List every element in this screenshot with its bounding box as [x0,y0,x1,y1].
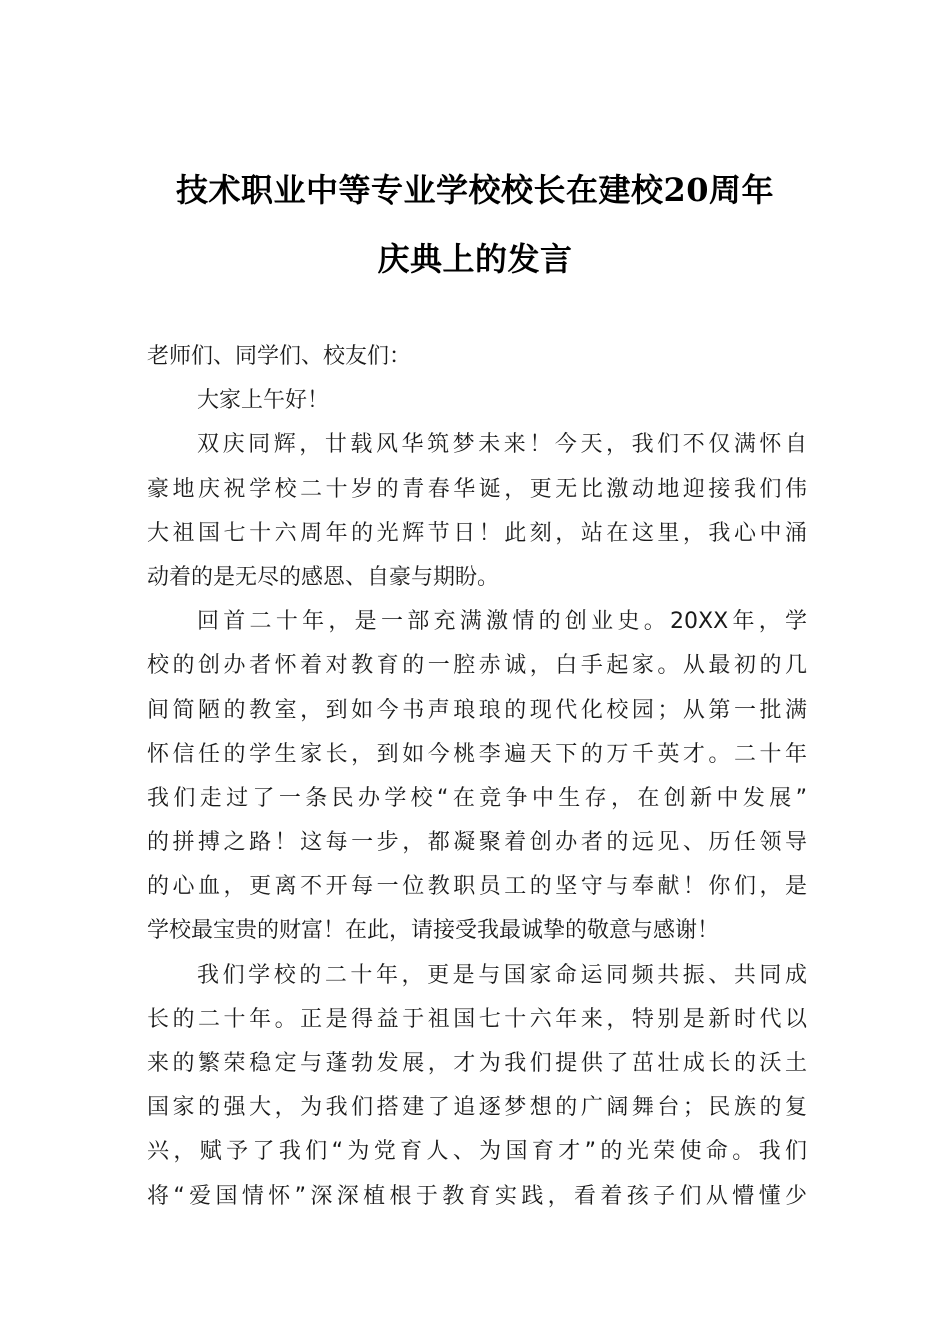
paragraph-line: 双庆同辉，廿载风华筑梦未来！今天，我们不仅满怀自 [197,432,807,458]
paragraph-line: 来的繁荣稳定与蓬勃发展，才为我们提供了茁壮成长的沃土 [147,1051,807,1076]
paragraph-line: 校的创办者怀着对教育的一腔赤诚，白手起家。从最初的几 [147,653,807,679]
paragraph-1 [147,423,807,600]
paragraph-line: 兴，赋予了我们“为党育人、为国育才”的光荣使命。我们 [147,1139,807,1165]
document-title-line-1: 技术职业中等专业学校校长在建校20周年 [175,171,775,209]
paragraph-line: 长的二十年。正是得益于祖国七十六年来，特别是新时代以 [147,1006,807,1032]
paragraph-line: 动着的是无尽的感恩、自豪与期盼。 [147,564,500,590]
paragraph-line: 的拼搏之路！这每一步，都凝聚着创办者的远见、历任领导 [147,830,807,856]
paragraph-line: 大祖国七十六周年的光辉节日！此刻，站在这里，我心中涌 [147,520,807,546]
paragraph-line: 我们走过了一条民办学校“在竞争中生存，在创新中发展” [147,785,807,811]
paragraph-3 [147,954,807,1219]
paragraph-line: 我们学校的二十年，更是与国家命运同频共振、共同成 [197,962,807,988]
paragraph-line: 回首二十年，是一部充满激情的创业史。20XX年，学 [197,609,807,635]
paragraph-line: 将“爱国情怀”深深植根于教育实践，看着孩子们从懵懂少 [147,1183,807,1209]
paragraph-line: 的心血，更离不开每一位教职员工的坚守与奉献！你们，是 [147,874,807,900]
paragraph-line: 豪地庆祝学校二十岁的青春华诞，更无比激动地迎接我们伟 [147,476,807,502]
paragraph-line: 学校最宝贵的财富！在此，请接受我最诚挚的敬意与感谢！ [147,918,720,944]
paragraph-line: 间简陋的教室，到如今书声琅琅的现代化校园；从第一批满 [147,697,807,723]
salutation: 老师们、同学们、校友们： [147,344,412,369]
paragraph-2 [147,600,807,954]
document-title-line-2: 庆典上的发言 [377,240,573,278]
greeting: 大家上午好！ [197,388,330,414]
document-body [147,335,807,1219]
paragraph-line: 国家的强大，为我们搭建了追逐梦想的广阔舞台；民族的复 [147,1095,807,1121]
paragraph-line: 怀信任的学生家长，到如今桃李遍天下的万千英才。二十年 [147,741,807,767]
